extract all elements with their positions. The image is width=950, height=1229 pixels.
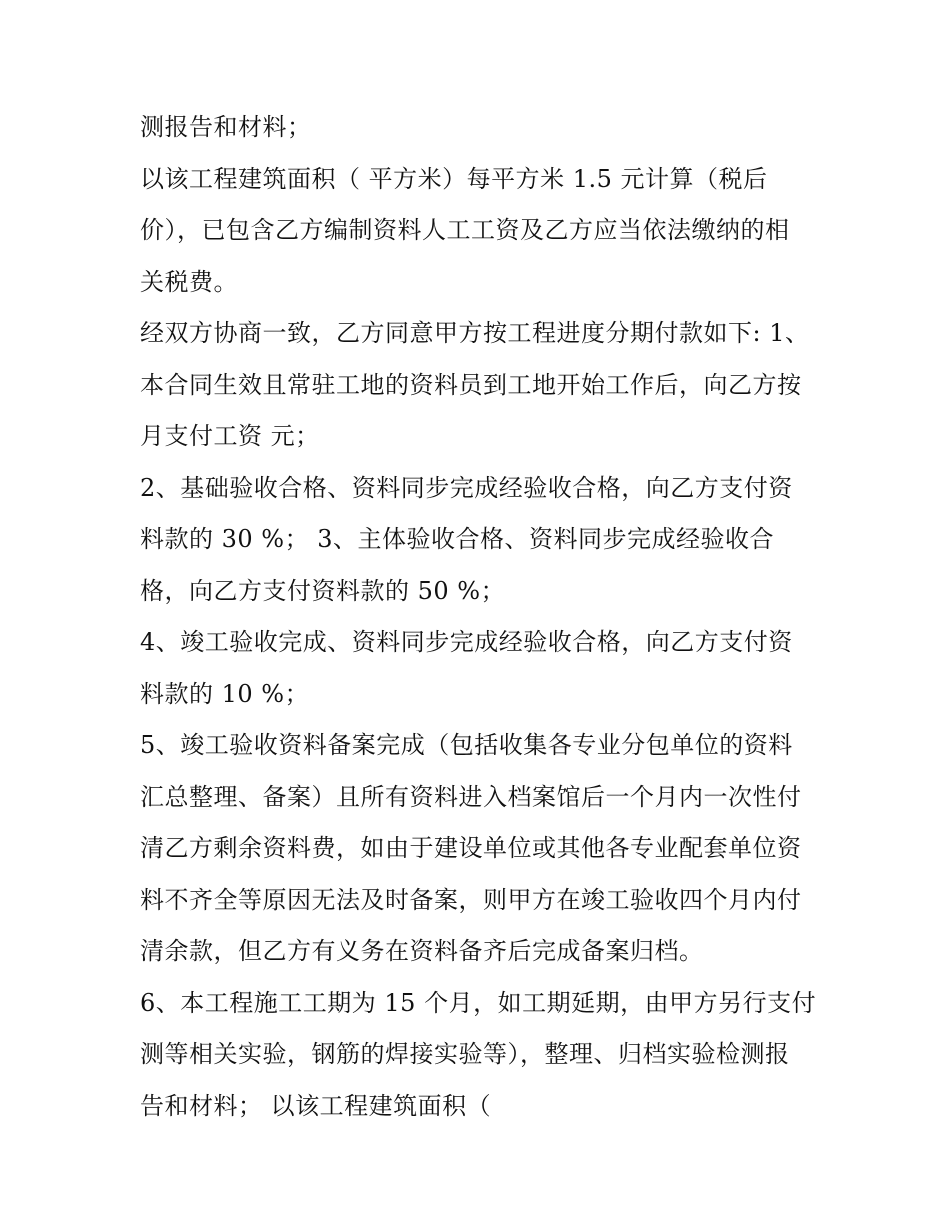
text-line: 月支付工资 元；	[140, 422, 320, 450]
text-line: 本合同生效且常驻工地的资料员到工地开始工作后，向乙方按	[140, 370, 802, 399]
text-line: 5、竣工验收资料备案完成（包括收集各专业分包单位的资料	[140, 731, 793, 759]
text-line: 料款的 30 %； 3、主体验收合格、资料同步完成经验收合	[140, 525, 774, 553]
text-line: 4、竣工验收完成、资料同步完成经验收合格，向乙方支付资	[140, 628, 793, 656]
text-line: 料不齐全等原因无法及时备案，则甲方在竣工验收四个月内付	[140, 885, 802, 914]
text-line: 告和材料； 以该工程建筑面积（	[140, 1091, 492, 1120]
text-line: 汇总整理、备案）且所有资料进入档案馆后一个月内一次性付	[140, 782, 802, 811]
text-line: 价），已包含乙方编制资料人工工资及乙方应当依法缴纳的相	[140, 216, 790, 244]
text-line: 清余款，但乙方有义务在资料备齐后完成备案归档。	[140, 937, 704, 965]
text-line: 2、基础验收合格、资料同步完成经验收合格，向乙方支付资	[140, 473, 793, 502]
text-line: 经双方协商一致，乙方同意甲方按工程进度分期付款如下: 1、	[140, 319, 810, 347]
text-line: 测等相关实验，钢筋的焊接实验等），整理、归档实验检测报	[140, 1040, 790, 1068]
text-line: 清乙方剩余资料费，如由于建设单位或其他各专业配套单位资	[140, 834, 802, 862]
text-line: 以该工程建筑面积（ 平方米）每平方米 1.5 元计算（税后	[140, 164, 768, 193]
text-line: 关税费。	[140, 267, 238, 296]
text-line: 6、本工程施工工期为 15 个月，如工期延期，由甲方另行支付	[140, 988, 817, 1017]
document-body	[140, 107, 820, 1137]
text-line: 料款的 10 %；	[140, 679, 310, 708]
text-line: 测报告和材料；	[140, 113, 312, 141]
text-line: 格，向乙方支付资料款的 50 %；	[140, 576, 506, 605]
